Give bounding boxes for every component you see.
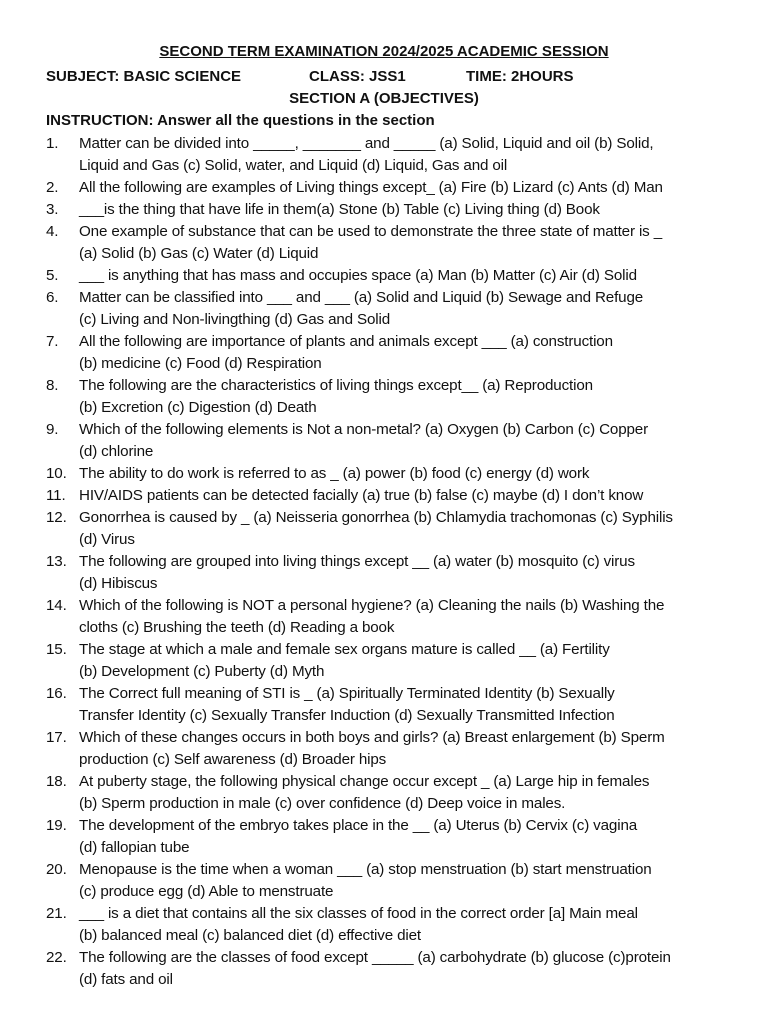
question-item — [0, 265, 768, 287]
question-text-line: Liquid and Gas (c) Solid, water, and Liquid (d) Liquid, Gas and oil — [79, 157, 508, 174]
question-number: 6. — [46, 289, 59, 306]
question-item — [0, 221, 768, 265]
question-text-line: (d) Virus — [79, 531, 135, 548]
question-text-line: ___is the thing that have life in them(a) Stone (b) Table (c) Living thing (d) Book — [79, 201, 600, 218]
question-text-line: ___ is anything that has mass and occupies space (a) Man (b) Matter (c) Air (d) Solid — [79, 267, 637, 284]
instruction-text: INSTRUCTION: Answer all the questions in the section — [46, 112, 435, 129]
question-number: 7. — [46, 333, 59, 350]
question-number: 15. — [46, 641, 67, 658]
question-number: 22. — [46, 949, 67, 966]
question-text-line: Menopause is the time when a woman ___ (a) stop menstruation (b) start menstruation — [79, 861, 652, 878]
question-text-line: (b) medicine (c) Food (d) Respiration — [79, 355, 322, 372]
question-number: 14. — [46, 597, 67, 614]
class-label: CLASS: JSS1 — [309, 68, 406, 85]
question-item — [0, 947, 768, 991]
exam-meta — [46, 68, 746, 88]
question-text-line: ___ is a diet that contains all the six classes of food in the correct order [a] Main meal — [79, 905, 638, 922]
question-item — [0, 331, 768, 375]
question-text-line: (b) Sperm production in male (c) over confidence (d) Deep voice in males. — [79, 795, 566, 812]
question-number: 2. — [46, 179, 59, 196]
question-number: 9. — [46, 421, 59, 438]
question-number: 4. — [46, 223, 59, 240]
question-text-line: (d) Hibiscus — [79, 575, 158, 592]
question-text-line: The Correct full meaning of STI is _ (a) Spiritually Terminated Identity (b) Sexually — [79, 685, 615, 702]
question-item — [0, 903, 768, 947]
question-item — [0, 859, 768, 903]
question-text-line: One example of substance that can be used to demonstrate the three state of matter is _ — [79, 223, 662, 240]
question-number: 1. — [46, 135, 59, 152]
question-text-line: The following are grouped into living things except __ (a) water (b) mosquito (c) virus — [79, 553, 635, 570]
question-text-line: The development of the embryo takes place in the __ (a) Uterus (b) Cervix (c) vagina — [79, 817, 638, 834]
question-number: 13. — [46, 553, 67, 570]
question-text-line: Which of these changes occurs in both boys and girls? (a) Breast enlargement (b) Sperm — [79, 729, 665, 746]
question-text-line: Matter can be divided into _____, _______ and _____ (a) Solid, Liquid and oil (b) Solid, — [79, 135, 654, 152]
question-number: 19. — [46, 817, 67, 834]
exam-title: SECOND TERM EXAMINATION 2024/2025 ACADEMIC SESSION — [159, 43, 609, 60]
question-text-line: Which of the following elements is Not a non-metal? (a) Oxygen (b) Carbon (c) Copper — [79, 421, 648, 438]
question-item — [0, 177, 768, 199]
question-text-line: The following are the classes of food except _____ (a) carbohydrate (b) glucose (c)protein — [79, 949, 671, 966]
question-item — [0, 595, 768, 639]
section-heading: SECTION A (OBJECTIVES) — [289, 90, 479, 107]
question-item — [0, 287, 768, 331]
question-text-line: All the following are examples of Living things except_ (a) Fire (b) Lizard (c) Ants (d) Man — [79, 179, 663, 196]
question-text-line: (d) fats and oil — [79, 971, 173, 988]
question-text-line: cloths (c) Brushing the teeth (d) Reading a book — [79, 619, 395, 636]
question-item — [0, 507, 768, 551]
question-text-line: (a) Solid (b) Gas (c) Water (d) Liquid — [79, 245, 319, 262]
question-text-line: Transfer Identity (c) Sexually Transfer Induction (d) Sexually Transmitted Infection — [79, 707, 615, 724]
question-number: 3. — [46, 201, 59, 218]
question-text-line: (c) Living and Non-livingthing (d) Gas and Solid — [79, 311, 391, 328]
question-number: 18. — [46, 773, 67, 790]
question-item — [0, 639, 768, 683]
question-number: 5. — [46, 267, 59, 284]
question-number: 10. — [46, 465, 67, 482]
question-text-line: (d) chlorine — [79, 443, 154, 460]
question-item — [0, 727, 768, 771]
question-number: 11. — [46, 487, 66, 504]
question-text-line: Matter can be classified into ___ and ___ (a) Solid and Liquid (b) Sewage and Refuge — [79, 289, 644, 306]
time-label: TIME: 2HOURS — [466, 68, 574, 85]
question-text-line: The following are the characteristics of living things except__ (a) Reproduction — [79, 377, 593, 394]
question-text-line: The stage at which a male and female sex organs mature is called __ (a) Fertility — [79, 641, 610, 658]
question-item — [0, 815, 768, 859]
question-text-line: At puberty stage, the following physical change occur except _ (a) Large hip in females — [79, 773, 650, 790]
question-text-line: (c) produce egg (d) Able to menstruate — [79, 883, 334, 900]
question-item — [0, 683, 768, 727]
question-item — [0, 463, 768, 485]
question-item — [0, 551, 768, 595]
question-text-line: (d) fallopian tube — [79, 839, 190, 856]
question-number: 12. — [46, 509, 67, 526]
question-text-line: (b) Excretion (c) Digestion (d) Death — [79, 399, 317, 416]
question-text-line: Which of the following is NOT a personal hygiene? (a) Cleaning the nails (b) Washing the — [79, 597, 665, 614]
subject-label: SUBJECT: BASIC SCIENCE — [46, 68, 242, 85]
question-number: 20. — [46, 861, 67, 878]
question-number: 16. — [46, 685, 67, 702]
question-item — [0, 771, 768, 815]
question-text-line: Gonorrhea is caused by _ (a) Neisseria gonorrhea (b) Chlamydia trachomonas (c) Syphilis — [79, 509, 673, 526]
question-item — [0, 419, 768, 463]
question-text-line: HIV/AIDS patients can be detected facially (a) true (b) false (c) maybe (d) I don’t know — [79, 487, 644, 504]
question-text-line: All the following are importance of plants and animals except ___ (a) construction — [79, 333, 613, 350]
question-text-line: (b) Development (c) Puberty (d) Myth — [79, 663, 325, 680]
question-item — [0, 485, 768, 507]
question-number: 17. — [46, 729, 67, 746]
question-text-line: (b) balanced meal (c) balanced diet (d) effective diet — [79, 927, 421, 944]
question-number: 8. — [46, 377, 59, 394]
question-number: 21. — [46, 905, 67, 922]
question-list — [0, 133, 768, 991]
question-item — [0, 199, 768, 221]
question-item — [0, 375, 768, 419]
question-item — [0, 133, 768, 177]
question-text-line: The ability to do work is referred to as _ (a) power (b) food (c) energy (d) work — [79, 465, 590, 482]
question-text-line: production (c) Self awareness (d) Broader hips — [79, 751, 387, 768]
